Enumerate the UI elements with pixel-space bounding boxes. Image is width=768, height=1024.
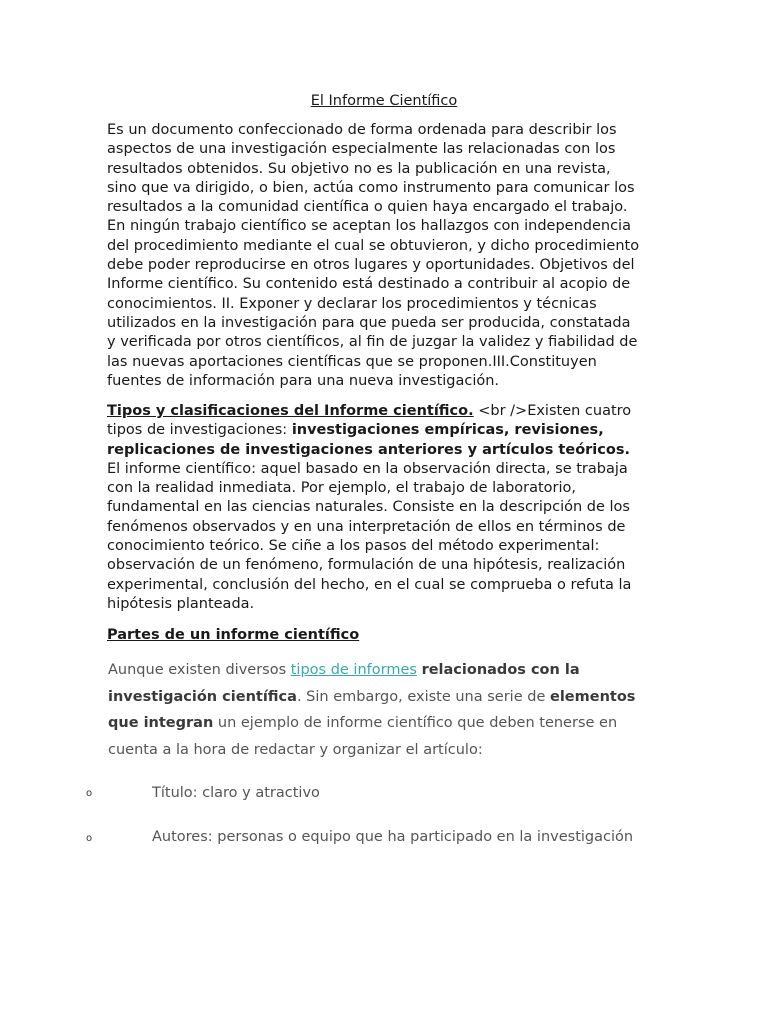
bold-text: investigaciones empíricas, revisiones, — [291, 422, 604, 439]
partes-paragraph — [108, 657, 668, 763]
text-line — [107, 402, 667, 421]
inline-text: . Sin embargo, existe una serie de — [296, 688, 550, 705]
text-line — [107, 441, 667, 460]
text-line: conocimientos. II. Exponer y declarar los procedimientos y técnicas — [107, 295, 597, 312]
text-line: experimental, conclusión del hecho, en el cual se comprueba o refuta la — [107, 576, 632, 593]
text-line — [108, 657, 668, 684]
text-line: y verificada por otros científicos, al fin de juzgar la validez y fiabilidad de — [107, 334, 638, 351]
bold-text: investigación científica — [108, 688, 297, 705]
text-line — [107, 421, 667, 440]
text-line — [108, 684, 668, 711]
tipos-paragraph — [107, 402, 667, 614]
text-line: Informe científico. Su contenido está destinado a contribuir al acopio de — [107, 276, 631, 293]
text-line: del procedimiento mediante el cual se obtuvieron, y dicho procedimiento — [107, 237, 640, 254]
text-line: cuenta a la hora de redactar y organizar el artículo: — [108, 741, 483, 758]
text-line: debe poder reproducirse en otros lugares y oportunidades. Objetivos del — [107, 257, 635, 274]
list-item: Autores: personas o equipo que ha participado en la investigación — [152, 829, 634, 845]
text-line: las nuevas aportaciones científicas que se proponen.III.Constituyen — [107, 353, 597, 370]
text-line — [108, 710, 668, 737]
partes-heading: Partes de un informe científico — [107, 627, 360, 643]
text-line: observación de un fenómeno, formulación de una hipótesis, realización — [107, 557, 626, 574]
text-line: sino que va dirigido, o bien, actúa como instrumento para comunicar los — [107, 179, 635, 196]
text-line: resultados a la comunidad científica o quien haya encargado el trabajo. — [107, 199, 628, 216]
text-line: Es un documento confeccionado de forma ordenada para describir los — [107, 122, 617, 138]
tipos-informes-link[interactable]: tipos de informes — [290, 662, 417, 678]
bold-text: relacionados con la — [421, 662, 580, 678]
bold-text: elementos — [549, 688, 636, 705]
text-line: fundamental en las ciencias naturales. Consiste en la descripción de los — [107, 499, 630, 516]
text-line: En ningún trabajo científico se aceptan los hallazgos con independencia — [107, 218, 631, 235]
bullet-icon: o — [86, 833, 93, 844]
inline-text: <br />Existen cuatro — [473, 403, 632, 419]
bold-text: que integran — [108, 715, 214, 731]
text-line: hipótesis planteada. — [107, 595, 255, 612]
inline-text: un ejemplo de informe científico que deben tenerse en — [213, 715, 618, 731]
bullet-icon: o — [86, 788, 93, 799]
tipos-heading: Tipos y clasificaciones del Informe científico. — [107, 403, 474, 419]
text-line: fenómenos observados y en una interpretación de ellos en términos de — [107, 518, 626, 535]
text-line: conocimiento teórico. Se ciñe a los pasos del método experimental: — [107, 538, 600, 555]
text-line: con la realidad inmediata. Por ejemplo, el trabajo de laboratorio, — [107, 480, 577, 497]
inline-text: Aunque existen diversos — [108, 662, 291, 678]
text-line: El informe científico: aquel basado en la observación directa, se trabaja — [107, 460, 628, 477]
bold-text: replicaciones de investigaciones anteriores y artículos teóricos. — [107, 441, 630, 458]
intro-paragraph — [107, 121, 667, 391]
inline-text: tipos de investigaciones: — [107, 422, 292, 439]
list-item: Título: claro y atractivo — [152, 785, 320, 801]
document-title: El Informe Científico — [310, 93, 458, 109]
text-line: utilizados en la investigación para que pueda ser producida, constatada — [107, 314, 631, 331]
text-line: aspectos de una investigación especialmente las relacionadas con los — [107, 141, 616, 158]
text-line: resultados obtenidos. Su objetivo no es la publicación en una revista, — [107, 160, 611, 177]
text-line: fuentes de información para una nueva investigación. — [107, 372, 500, 389]
